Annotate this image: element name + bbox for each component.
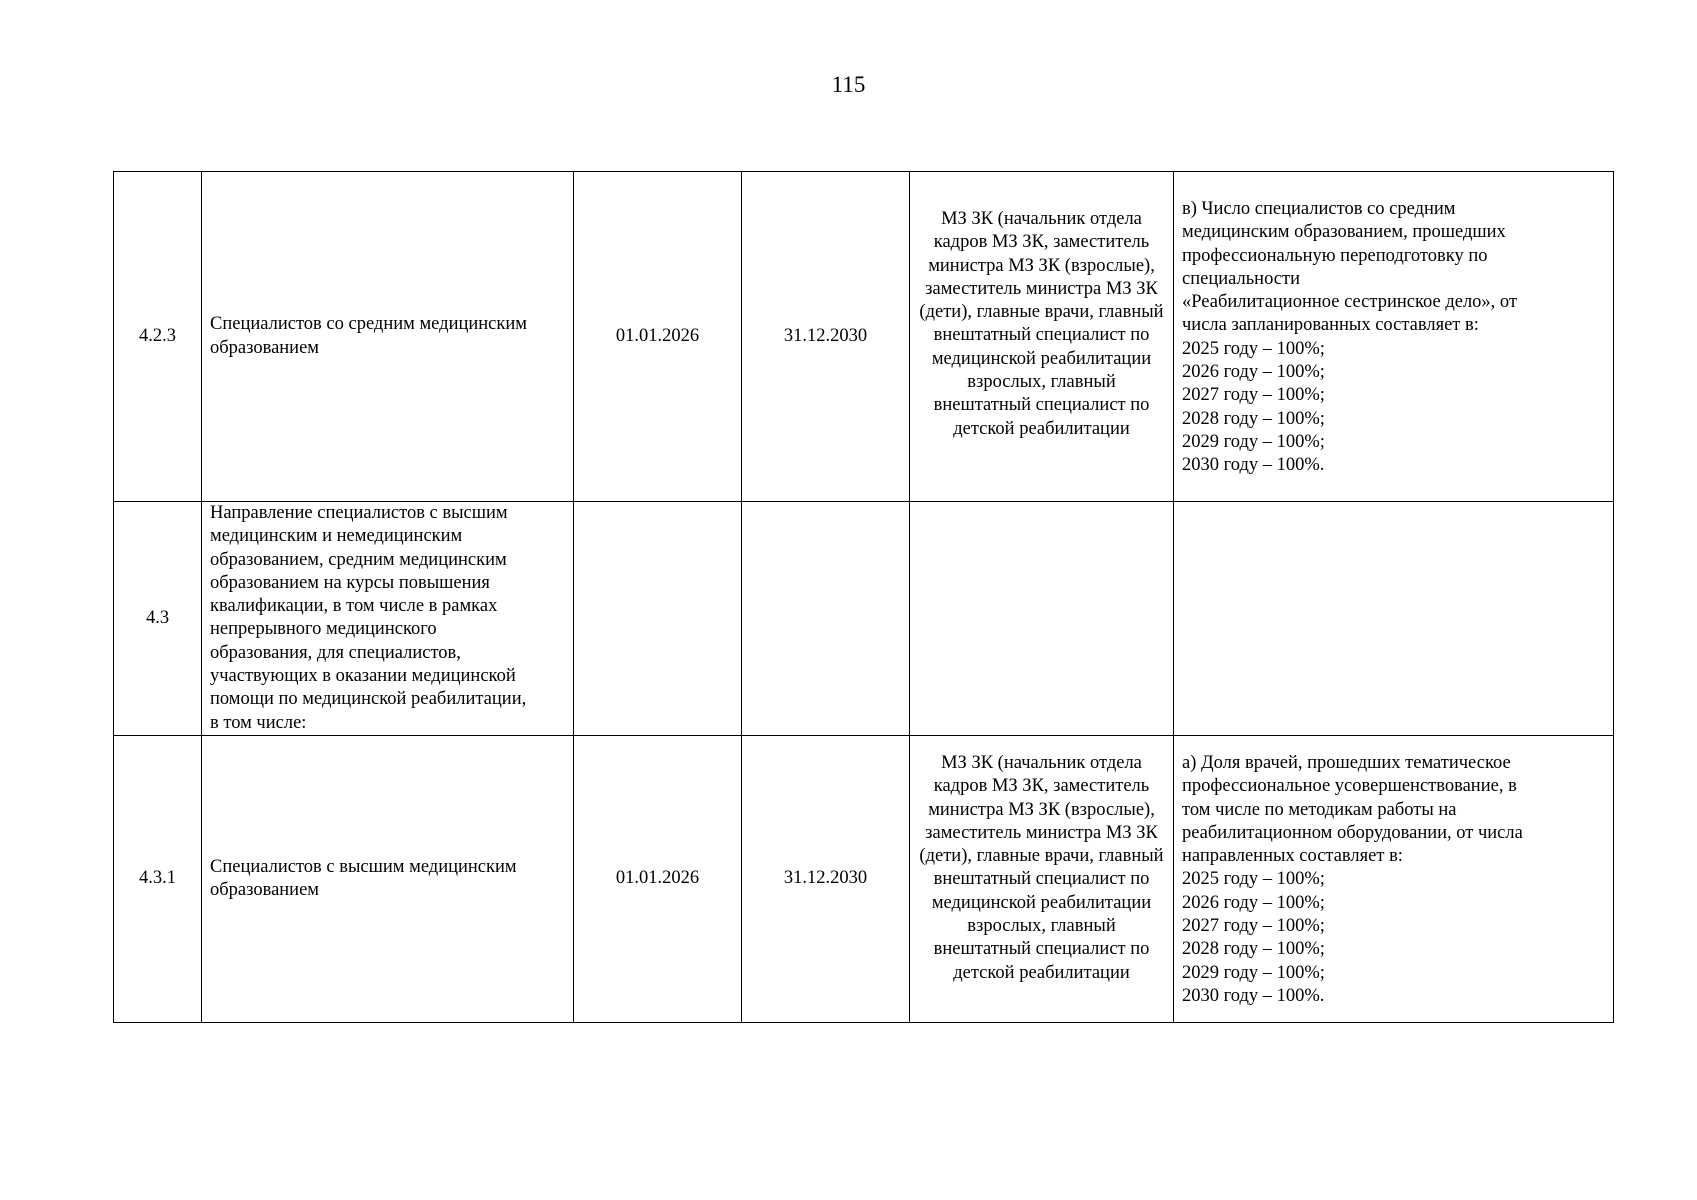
responsible-cell xyxy=(910,502,1174,736)
measure-name: Специалистов со средним медицинским образованием xyxy=(210,314,527,358)
table-row xyxy=(114,735,1614,1022)
row-number-cell xyxy=(114,172,202,502)
end-date-cell xyxy=(742,735,910,1022)
indicator-cell xyxy=(1174,735,1614,1022)
responsible-cell xyxy=(910,735,1174,1022)
start-date: 01.01.2026 xyxy=(615,868,700,889)
measure-name-cell xyxy=(202,502,574,736)
start-date-cell xyxy=(574,735,742,1022)
row-number: 4.3 xyxy=(145,607,170,628)
measure-name: Специалистов с высшим медицинским образованием xyxy=(210,856,517,900)
responsible-text: МЗ ЗК (начальник отдела кадров МЗ ЗК, заместитель министра МЗ ЗК (взрослые), заместитель министра МЗ ЗК (дети), главные врачи, главный внештатный специалист по медицинской реабилитации взрослых, главный внештатный специалист по детской реабилитации xyxy=(919,209,1164,439)
responsible-cell xyxy=(910,172,1174,502)
start-date: 01.01.2026 xyxy=(615,325,700,346)
indicator-cell xyxy=(1174,172,1614,502)
row-number: 4.2.3 xyxy=(139,325,176,346)
table-row xyxy=(114,172,1614,502)
indicator-text: а) Доля врачей, прошедших тематическое профессиональное усовершенствование, в том числе по методикам работы на реабилитационном оборудовании, от числа направленных составляет в: 2025 году – 100%; 2026 году – 100%; 2027 году – 100%; 2028 году – 100%; 2029 году – 100%; 2030 году – 100%. xyxy=(1182,752,1523,1006)
start-date-cell xyxy=(574,172,742,502)
end-date-cell xyxy=(742,502,910,736)
responsible-text: МЗ ЗК (начальник отдела кадров МЗ ЗК, заместитель министра МЗ ЗК (взрослые), заместитель министра МЗ ЗК (дети), главные врачи, главный внештатный специалист по медицинской реабилитации взрослых, главный внештатный специалист по детской реабилитации xyxy=(919,752,1164,983)
measures-table xyxy=(113,171,1614,1023)
end-date: 31.12.2030 xyxy=(783,868,868,889)
row-number: 4.3.1 xyxy=(139,868,176,889)
measure-name-cell xyxy=(202,172,574,502)
measure-name-cell xyxy=(202,735,574,1022)
indicator-cell xyxy=(1174,502,1614,736)
start-date-cell xyxy=(574,502,742,736)
page-number: 115 xyxy=(831,72,866,97)
end-date-cell xyxy=(742,172,910,502)
row-number-cell xyxy=(114,735,202,1022)
table-row xyxy=(114,502,1614,736)
end-date: 31.12.2030 xyxy=(783,325,868,346)
indicator-text: в) Число специалистов со средним медицинским образованием, прошедших профессиональную переподготовку по специальности «Реабилитационное сестринское дело», от числа запланированных составляет в: 2025 году – 100%; 2026 году – 100%; 2027 году – 100%; 2028 году – 100%; 2029 году – 100%; 2030 году – 100%. xyxy=(1182,199,1518,476)
row-number-cell xyxy=(114,502,202,736)
measure-name: Направление специалистов с высшим медицинским и немедицинским образованием, средним медицинским образованием на курсы повышения квалификации, в том числе в рамках непрерывного медицинского образования, для специалистов, участвующих в оказании медицинской помощи по медицинской реабилитации, в том числе: xyxy=(210,503,527,733)
